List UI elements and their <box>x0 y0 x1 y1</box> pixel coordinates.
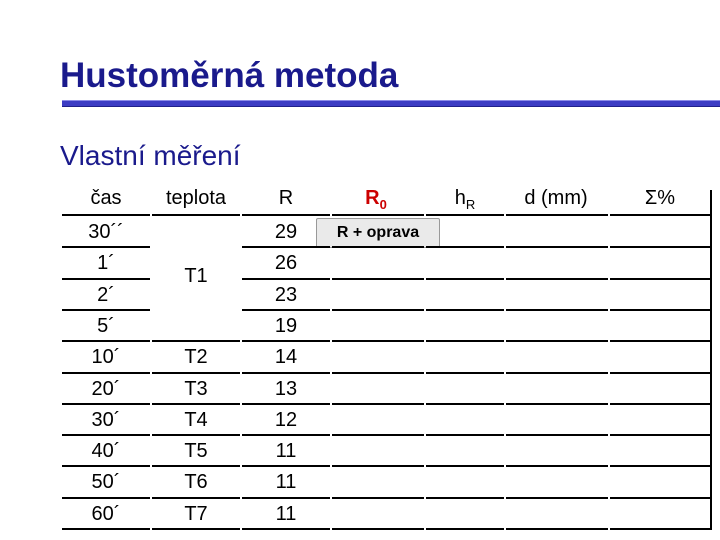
table-right-border <box>710 190 712 530</box>
cell-teplota: T5 <box>184 440 208 463</box>
row-underline <box>332 497 424 499</box>
header-r: R <box>278 187 294 209</box>
cell-r: 23 <box>274 283 298 306</box>
row-underline <box>62 309 150 311</box>
row-underline <box>152 497 240 499</box>
row-underline <box>62 340 150 342</box>
row-underline <box>426 214 504 216</box>
row-underline <box>62 403 150 405</box>
row-underline <box>426 528 504 530</box>
row-underline <box>242 340 330 342</box>
cell-teplota: T6 <box>184 471 208 494</box>
slide-subtitle: Vlastní měření <box>60 140 241 171</box>
row-underline <box>242 246 330 248</box>
row-underline <box>610 246 710 248</box>
row-underline <box>62 372 150 374</box>
row-underline <box>332 278 424 280</box>
row-underline <box>152 528 240 530</box>
measurement-table <box>62 182 712 532</box>
row-underline <box>610 214 710 216</box>
row-underline <box>152 465 240 467</box>
header-sum: Σ% <box>644 187 676 209</box>
row-underline <box>426 372 504 374</box>
row-underline <box>62 465 150 467</box>
cell-cas: 30´ <box>91 408 121 431</box>
cell-r: 11 <box>275 440 297 463</box>
header-d: d (mm) <box>524 187 588 209</box>
row-underline <box>242 528 330 530</box>
row-underline <box>332 340 424 342</box>
cell-teplota: T4 <box>184 408 208 431</box>
cell-cas: 1´ <box>97 252 115 275</box>
merged-teplota-cell: T1 <box>184 265 208 287</box>
row-underline <box>506 403 608 405</box>
row-underline <box>62 278 150 280</box>
cell-r: 26 <box>274 252 298 275</box>
row-underline <box>152 372 240 374</box>
row-underline <box>506 497 608 499</box>
row-underline <box>426 403 504 405</box>
row-underline <box>426 309 504 311</box>
row-underline <box>242 465 330 467</box>
row-underline <box>610 372 710 374</box>
row-underline <box>62 434 150 436</box>
header-r0-base: R <box>365 187 380 209</box>
row-underline <box>62 528 150 530</box>
row-underline <box>332 403 424 405</box>
header-r0-sub: 0 <box>379 197 387 212</box>
row-underline <box>610 340 710 342</box>
row-underline <box>506 214 608 216</box>
row-underline <box>62 214 150 216</box>
row-underline <box>62 246 150 248</box>
cell-cas: 60´ <box>91 502 121 525</box>
row-underline <box>332 434 424 436</box>
row-underline <box>506 434 608 436</box>
cell-r: 14 <box>274 346 298 369</box>
header-hr-sub: R <box>465 197 476 212</box>
row-underline <box>242 372 330 374</box>
cell-cas: 5´ <box>97 314 115 337</box>
slide-title: Hustoměrná metoda <box>60 56 399 95</box>
row-underline <box>506 246 608 248</box>
row-underline <box>506 278 608 280</box>
row-underline <box>506 465 608 467</box>
row-underline <box>332 465 424 467</box>
row-underline <box>426 278 504 280</box>
cell-r: 29 <box>274 221 298 243</box>
row-underline <box>242 214 330 216</box>
cell-teplota: T3 <box>184 377 208 400</box>
header-hr-base: h <box>454 187 466 209</box>
row-underline <box>506 309 608 311</box>
header-hr <box>426 182 504 214</box>
cell-cas: 10´ <box>91 346 121 369</box>
row-underline <box>332 246 424 248</box>
r-correction-badge: R + oprava <box>316 218 440 248</box>
row-underline <box>332 214 424 216</box>
row-underline <box>242 497 330 499</box>
row-underline <box>242 434 330 436</box>
row-underline <box>426 434 504 436</box>
row-underline <box>610 528 710 530</box>
row-underline <box>242 278 330 280</box>
row-underline <box>506 340 608 342</box>
row-underline <box>152 214 240 216</box>
header-teplota: teplota <box>165 187 227 209</box>
row-underline <box>426 465 504 467</box>
cell-r: 11 <box>275 471 297 494</box>
cell-r: 12 <box>274 408 298 431</box>
row-underline <box>332 528 424 530</box>
cell-cas: 50´ <box>91 471 121 494</box>
row-underline <box>332 309 424 311</box>
header-r0 <box>332 182 420 214</box>
row-underline <box>610 497 710 499</box>
cell-teplota: T2 <box>184 346 208 369</box>
row-underline <box>610 278 710 280</box>
cell-cas: 20´ <box>91 377 121 400</box>
row-underline <box>242 309 330 311</box>
cell-cas: 30´´ <box>88 221 124 243</box>
cell-cas: 40´ <box>91 440 121 463</box>
row-underline <box>610 434 710 436</box>
cell-r: 13 <box>274 377 298 400</box>
row-underline <box>332 372 424 374</box>
header-cas: čas <box>90 187 122 209</box>
row-underline <box>610 403 710 405</box>
cell-r: 11 <box>275 502 297 525</box>
cell-r: 19 <box>274 314 298 337</box>
row-underline <box>506 372 608 374</box>
title-underline <box>62 100 720 107</box>
row-underline <box>426 497 504 499</box>
row-underline <box>506 528 608 530</box>
row-underline <box>426 340 504 342</box>
row-underline <box>610 465 710 467</box>
row-underline <box>152 403 240 405</box>
row-underline <box>62 497 150 499</box>
row-underline <box>242 403 330 405</box>
row-underline <box>426 246 504 248</box>
row-underline <box>152 434 240 436</box>
cell-cas: 2´ <box>97 283 115 306</box>
row-underline <box>152 340 240 342</box>
row-underline <box>610 309 710 311</box>
cell-teplota: T7 <box>184 502 208 525</box>
